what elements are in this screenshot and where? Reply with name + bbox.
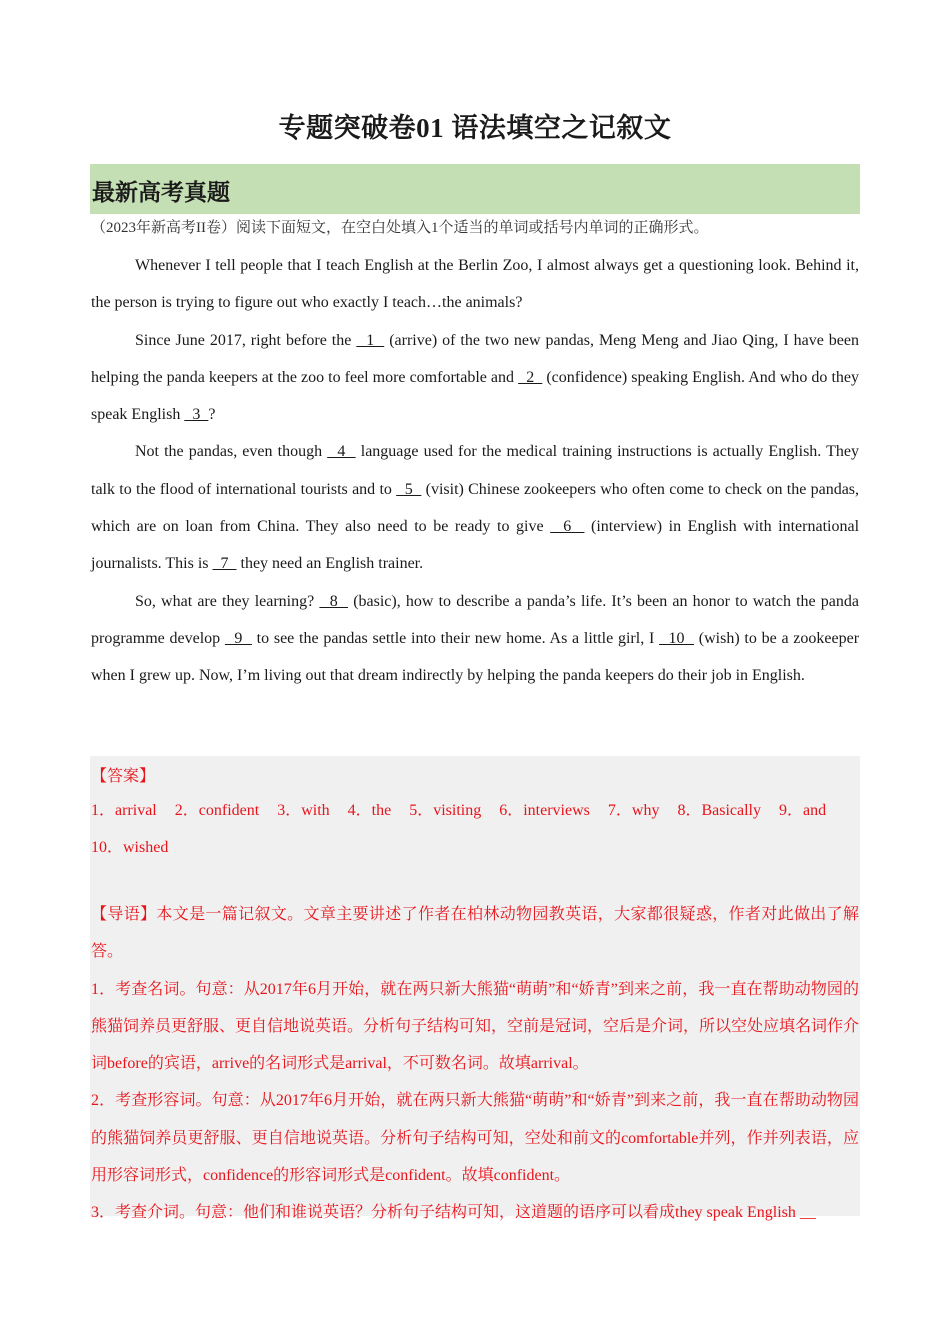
blank-9: 9: [224, 629, 252, 647]
paragraph-text: (confidence) speaking English. And who do they speak English: [91, 368, 860, 424]
answer-box: [90, 756, 860, 1222]
answer-item: 10．wished: [91, 839, 169, 856]
blank-2: 2: [518, 368, 543, 386]
paragraph-1: [91, 247, 859, 322]
answer-heading: 【答案】: [91, 768, 156, 785]
blank-1: 1: [356, 331, 385, 349]
paragraph-text: (visit) Chinese zookeepers who often come to check on the pandas, which are on loan from China. They also need to be ready to give: [91, 480, 860, 536]
answer-item: 7．why: [607, 802, 660, 819]
paragraph-text: (interview) in English with international journalists. This is: [91, 518, 860, 573]
answer-item: 9．and: [779, 802, 827, 819]
paragraph-text: to see the pandas settle into their new home. As a little girl, I: [251, 629, 660, 647]
answer-list: [91, 792, 859, 866]
paragraph-text: Whenever I tell people that I teach English at the Berlin Zoo, I almost always get a questioning look. Behind it, the person is trying to figure out who exactly I teach…the animals?: [91, 257, 859, 312]
paragraph-text: ?: [208, 406, 216, 424]
explanation-item-2: 2．考查形容词。句意：从2017年6月开始，就在两只新大熊猫“萌萌”和“娇青”到来之前，我一直在帮助动物园的熊猫饲养员更舒服、更自信地说英语。分析句子结构可知，空处和前文的comfortable并列，作并列表语，应用形容词形式，confidence的形容词形式是confident。故填confident。: [91, 1092, 859, 1185]
paragraph-text: Not the pandas, even though: [135, 443, 328, 461]
blank-8: 8: [319, 592, 349, 610]
paragraph-text: (basic), how to describe a panda’s life. It’s been an honor to watch the panda programme develop: [91, 592, 860, 647]
paragraph-text: Since June 2017, right before the: [135, 331, 357, 349]
blank-10: 10: [659, 629, 695, 647]
answer-item: 4．the: [347, 802, 392, 819]
paragraph-text: (arrive) of the two new pandas, Meng Meng and Jiao Qing, I have been helping the panda keepers at the zoo to feel more comfortable and: [91, 331, 860, 386]
answer-item: 3．with: [277, 802, 330, 819]
paragraph-text: language used for the medical training instructions is actually English. They talk to the flood of international tourists and to: [91, 443, 860, 498]
page-title: 专题突破卷01 语法填空之记叙文: [278, 113, 672, 143]
answer-item: 1．arrival: [91, 802, 157, 819]
blank-5: 5: [396, 480, 422, 498]
paragraph-text: (wish) to be a zookeeper when I grew up. Now, I’m living out that dream indirectly by helping the panda keepers do their job in English.: [91, 629, 860, 685]
explanation-item-3: 3．考查介词。句意：他们和谁说英语？分析句子结构可知，这道题的语序可以看成they speak English __: [91, 1204, 816, 1222]
explanation-item-1: 1．考查名词。句意：从2017年6月开始，就在两只新大熊猫“萌萌”和“娇青”到来之前，我一直在帮助动物园的熊猫饲养员更舒服、更自信地说英语。分析句子结构可知，空前是冠词，空后是介词，所以空处应填名词作介词before的宾语，arrive的名词形式是arrival，不可数名词。故填arrival。: [91, 980, 860, 1073]
blank-6: 6: [550, 518, 585, 536]
blank-3: 3: [184, 406, 209, 424]
explanation-guide: 【导语】本文是一篇记叙文。文章主要讲述了作者在柏林动物园教英语，大家都很疑惑，作者对此做出了解答。: [91, 906, 859, 961]
blank-4: 4: [327, 443, 356, 461]
explanation: [91, 896, 859, 1232]
question-intro: （2023年新高考II卷）阅读下面短文，在空白处填入1个适当的单词或括号内单词的正确形式。: [91, 220, 709, 236]
paragraph-2: [91, 322, 859, 434]
paragraph-4: [91, 583, 859, 695]
passage: [91, 247, 859, 695]
paragraph-text: So, what are they learning?: [135, 592, 320, 610]
answer-item: 5．visiting: [409, 802, 482, 819]
section-title: 最新高考真题: [92, 180, 230, 205]
paragraph-3: [91, 433, 859, 582]
answer-item: 6．interviews: [499, 802, 590, 819]
answer-item: 8．Basically: [677, 802, 761, 819]
blank-7: 7: [212, 555, 237, 573]
section-header: [90, 164, 860, 214]
answer-item: 2．confident: [174, 802, 260, 819]
paragraph-text: they need an English trainer.: [236, 555, 424, 573]
